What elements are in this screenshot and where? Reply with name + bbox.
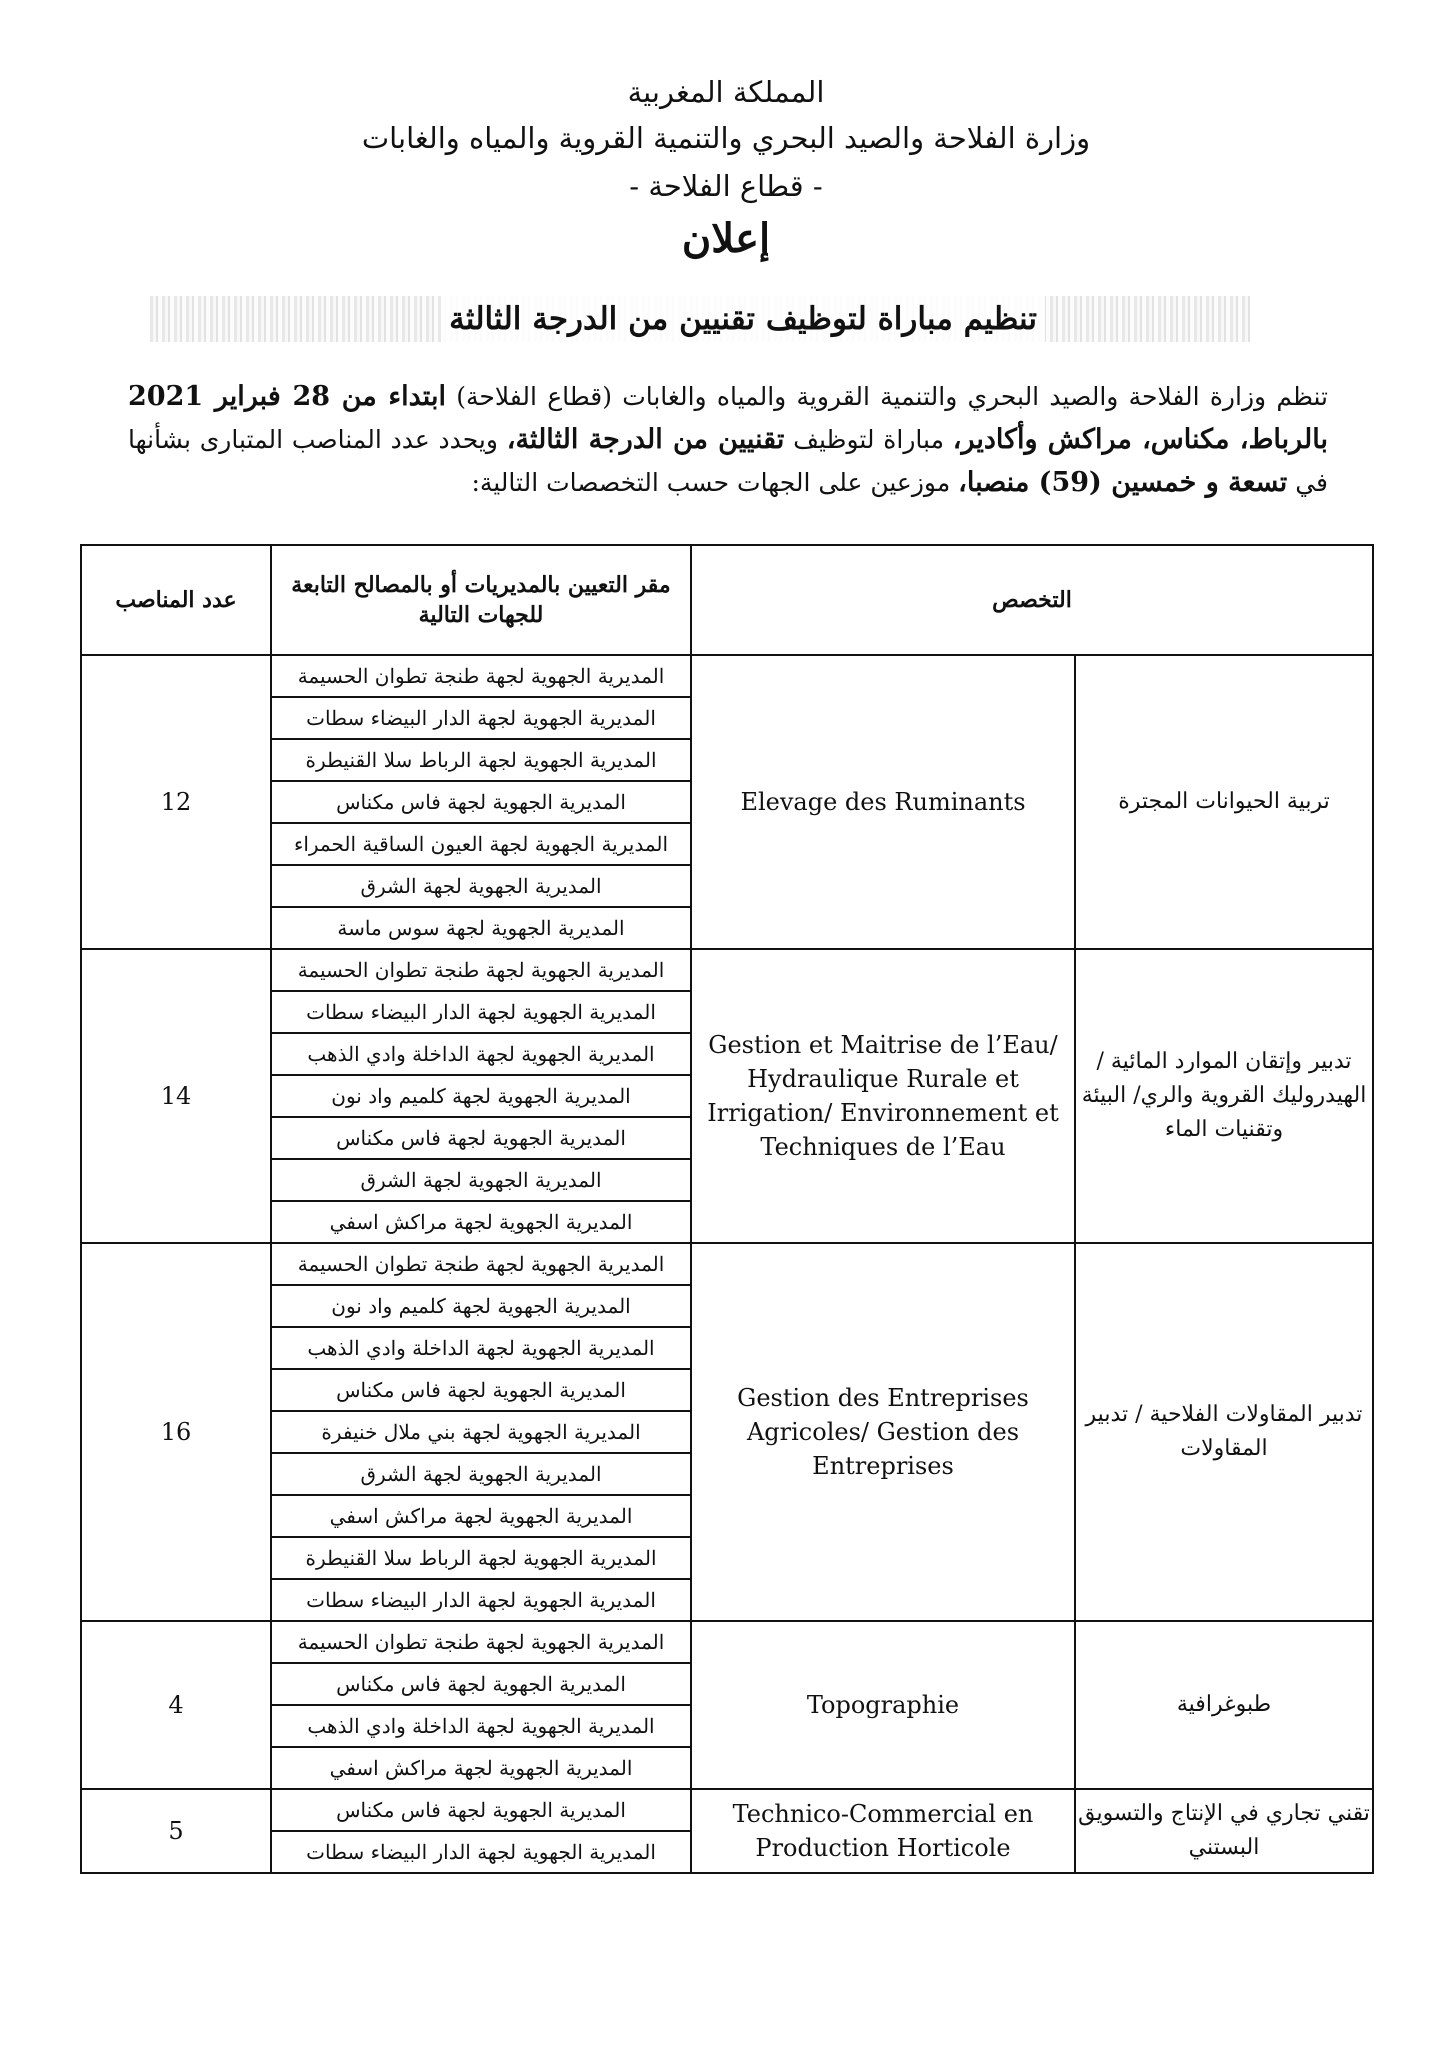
assignment-seat: المديرية الجهوية لجهة الداخلة وادي الذهب	[271, 1033, 691, 1075]
header-count: عدد المناصب	[81, 545, 271, 655]
assignment-seat: المديرية الجهوية لجهة كلميم واد نون	[271, 1075, 691, 1117]
assignment-seat: المديرية الجهوية لجهة فاس مكناس	[271, 1369, 691, 1411]
positions-count: 16	[81, 1243, 271, 1621]
intro-paragraph	[128, 375, 1328, 504]
header-specialty: التخصص	[691, 545, 1373, 655]
assignment-seat: المديرية الجهوية لجهة كلميم واد نون	[271, 1285, 691, 1327]
intro-text-3: ويحدد عدد المناصب المتبارى بشأنها في	[128, 425, 1328, 497]
assignment-seat: المديرية الجهوية لجهة الشرق	[271, 1159, 691, 1201]
specialty-french: Gestion des Entreprises Agricoles/ Gestion des Entreprises	[691, 1243, 1075, 1621]
assignment-seat: المديرية الجهوية لجهة فاس مكناس	[271, 1789, 691, 1831]
assignment-seat: المديرية الجهوية لجهة مراكش اسفي	[271, 1495, 691, 1537]
assignment-seat: المديرية الجهوية لجهة طنجة تطوان الحسيمة	[271, 1621, 691, 1663]
sector-heading: - قطاع الفلاحة -	[629, 169, 823, 203]
subject-title: تنظيم مباراة لتوظيف تقنيين من الدرجة الثالثة	[441, 294, 1045, 344]
assignment-seat: المديرية الجهوية لجهة العيون الساقية الحمراء	[271, 823, 691, 865]
assignment-seat: المديرية الجهوية لجهة فاس مكناس	[271, 1663, 691, 1705]
announcement-title: إعلان	[681, 215, 771, 262]
intro-text-4: موزعين على الجهات حسب التخصصات التالية:	[471, 468, 959, 497]
positions-count: 12	[81, 655, 271, 949]
assignment-seat: المديرية الجهوية لجهة الدار البيضاء سطات	[271, 1579, 691, 1621]
intro-date: ابتداء من 28 فبراير 2021	[128, 381, 446, 412]
intro-text-1: تنظم وزارة الفلاحة والصيد البحري والتنمية القروية والمياه والغابات (قطاع الفلاحة)	[445, 382, 1328, 411]
table-header-row	[81, 545, 1373, 655]
specialty-french: Technico-Commercial en Production Horticole	[691, 1789, 1075, 1873]
assignment-seat: المديرية الجهوية لجهة سوس ماسة	[271, 907, 691, 949]
specialty-french: Elevage des Ruminants	[691, 655, 1075, 949]
assignment-seat: المديرية الجهوية لجهة الشرق	[271, 865, 691, 907]
assignment-seat: المديرية الجهوية لجهة طنجة تطوان الحسيمة	[271, 1243, 691, 1285]
specialty-arabic: طبوغرافية	[1075, 1621, 1373, 1789]
assignment-seat: المديرية الجهوية لجهة الدار البيضاء سطات	[271, 991, 691, 1033]
table-row	[81, 655, 1373, 697]
intro-text-2: مباراة لتوظيف	[784, 425, 953, 454]
intro-cities: بالرباط، مكناس، مراكش وأكادير،	[952, 424, 1329, 455]
specialty-french: Topographie	[691, 1621, 1075, 1789]
assignment-seat: المديرية الجهوية لجهة فاس مكناس	[271, 781, 691, 823]
specialty-french: Gestion et Maitrise de l’Eau/ Hydraulique Rurale et Irrigation/ Environnement et Techniques de l’Eau	[691, 949, 1075, 1243]
assignment-seat: المديرية الجهوية لجهة طنجة تطوان الحسيمة	[271, 655, 691, 697]
assignment-seat: المديرية الجهوية لجهة الداخلة وادي الذهب	[271, 1705, 691, 1747]
table-row	[81, 1621, 1373, 1663]
assignment-seat: المديرية الجهوية لجهة الشرق	[271, 1453, 691, 1495]
positions-count: 5	[81, 1789, 271, 1873]
assignment-seat: المديرية الجهوية لجهة الداخلة وادي الذهب	[271, 1327, 691, 1369]
specialty-arabic: تدبير وإتقان الموارد المائية / الهيدروليك القروية والري/ البيئة وتقنيات الماء	[1075, 949, 1373, 1243]
table-row	[81, 949, 1373, 991]
assignment-seat: المديرية الجهوية لجهة فاس مكناس	[271, 1117, 691, 1159]
specialty-arabic: تربية الحيوانات المجترة	[1075, 655, 1373, 949]
table-body	[81, 655, 1373, 1873]
intro-total: تسعة و خمسين (59) منصبا،	[958, 467, 1288, 498]
assignment-seat: المديرية الجهوية لجهة الدار البيضاء سطات	[271, 1831, 691, 1873]
assignment-seat: المديرية الجهوية لجهة مراكش اسفي	[271, 1747, 691, 1789]
assignment-seat: المديرية الجهوية لجهة بني ملال خنيفرة	[271, 1411, 691, 1453]
subject-banner	[150, 290, 1250, 348]
specialty-arabic: تدبير المقاولات الفلاحية / تدبير المقاولات	[1075, 1243, 1373, 1621]
positions-count: 14	[81, 949, 271, 1243]
assignment-seat: المديرية الجهوية لجهة الرباط سلا القنيطرة	[271, 1537, 691, 1579]
kingdom-heading: المملكة المغربية	[627, 75, 825, 109]
ministry-heading: وزارة الفلاحة والصيد البحري والتنمية القروية والمياه والغابات	[361, 121, 1091, 155]
header-seat: مقر التعيين بالمديريات أو بالمصالح التابعة للجهات التالية	[271, 545, 691, 655]
intro-grade: تقنيين من الدرجة الثالثة،	[506, 424, 785, 455]
positions-count: 4	[81, 1621, 271, 1789]
assignment-seat: المديرية الجهوية لجهة طنجة تطوان الحسيمة	[271, 949, 691, 991]
positions-table	[80, 544, 1374, 1874]
assignment-seat: المديرية الجهوية لجهة الرباط سلا القنيطرة	[271, 739, 691, 781]
table-row	[81, 1789, 1373, 1831]
assignment-seat: المديرية الجهوية لجهة مراكش اسفي	[271, 1201, 691, 1243]
specialty-arabic: تقني تجاري في الإنتاج والتسويق البستني	[1075, 1789, 1373, 1873]
assignment-seat: المديرية الجهوية لجهة الدار البيضاء سطات	[271, 697, 691, 739]
table-row	[81, 1243, 1373, 1285]
